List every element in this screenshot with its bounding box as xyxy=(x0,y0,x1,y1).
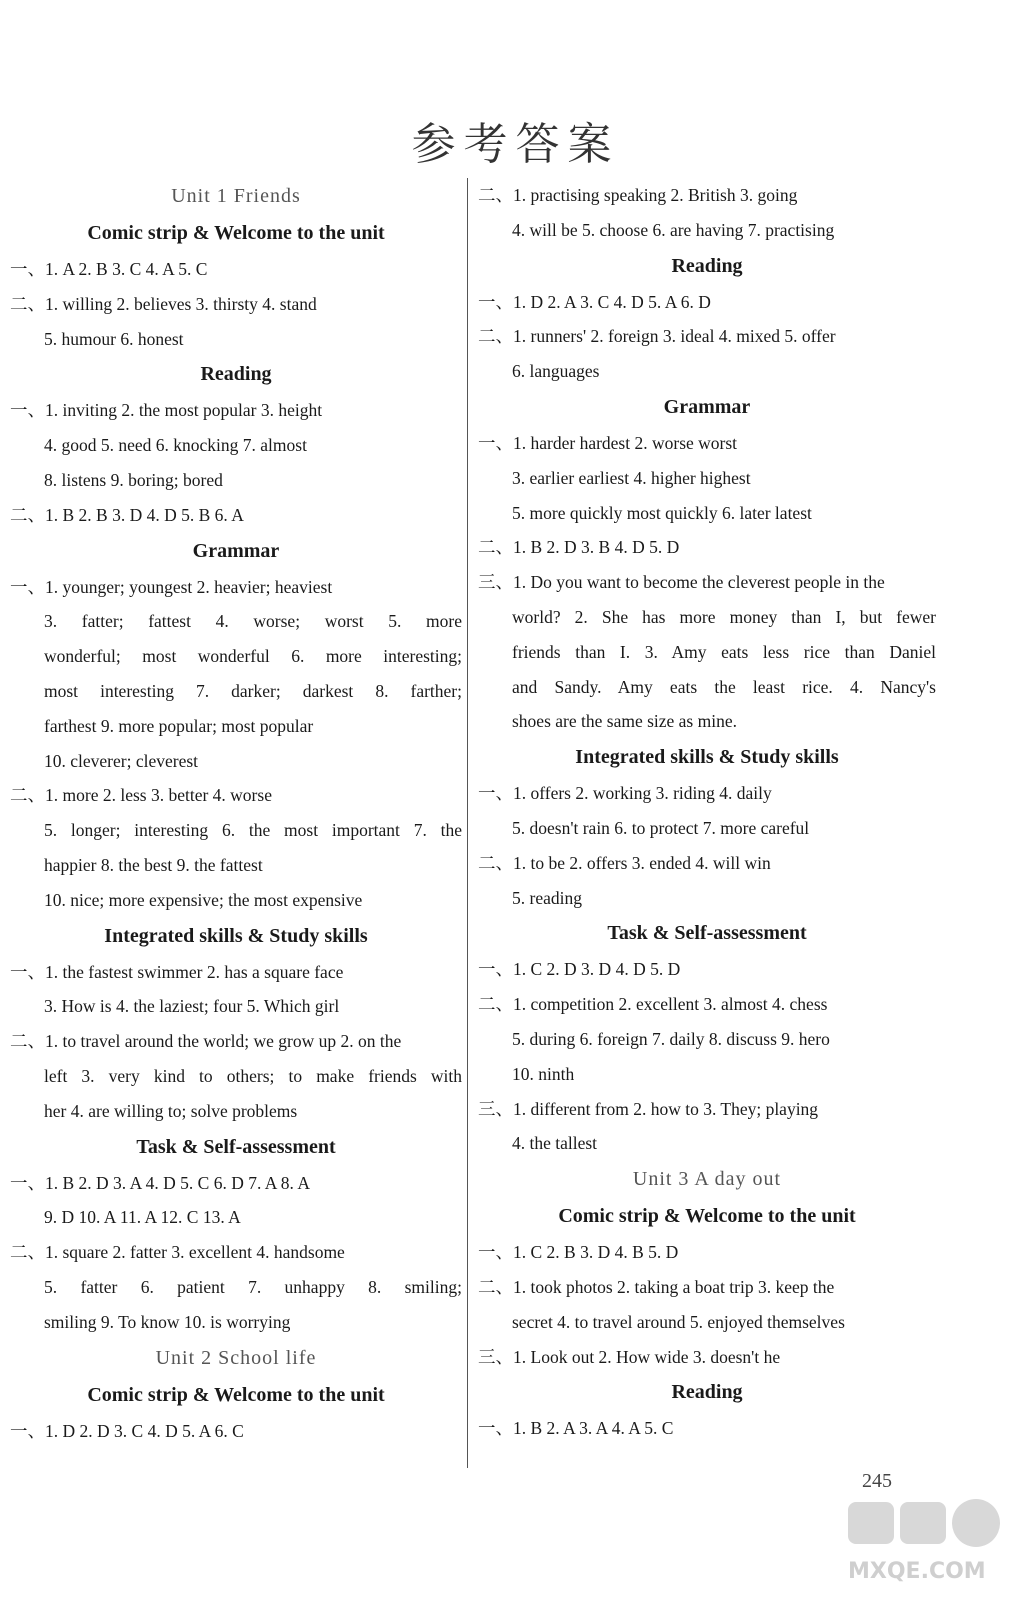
answer-line: 5. during 6. foreign 7. daily 8. discuss 9. hero xyxy=(512,1028,830,1049)
answer-line: 10. nice; more expensive; the most expensive xyxy=(44,889,363,910)
answer-line: 一、1. B 2. D 3. A 4. D 5. C 6. D 7. A 8. A xyxy=(10,1172,310,1193)
answer-line: friends than I. 3. Amy eats less rice than Daniel xyxy=(512,641,936,662)
answer-line: 二、1. willing 2. believes 3. thirsty 4. stand xyxy=(10,293,317,314)
answer-line: world? 2. She has more money than I, but fewer xyxy=(512,606,936,627)
answer-line: 4. will be 5. choose 6. are having 7. practising xyxy=(512,219,835,240)
answer-line: 3. earlier earliest 4. higher highest xyxy=(512,467,751,488)
answer-line: 二、1. to be 2. offers 3. ended 4. will win xyxy=(478,852,771,873)
watermark-text: MXQE.COM xyxy=(848,1559,986,1584)
answer-line: 10. ninth xyxy=(512,1063,575,1084)
answer-line: secret 4. to travel around 5. enjoyed themselves xyxy=(512,1311,845,1332)
answer-line: 二、1. took photos 2. taking a boat trip 3. keep the xyxy=(478,1276,835,1297)
answer-line: 二、1. square 2. fatter 3. excellent 4. handsome xyxy=(10,1242,345,1263)
answer-line: 三、1. different from 2. how to 3. They; playing xyxy=(478,1098,819,1119)
answer-line: 3. How is 4. the laziest; four 5. Which girl xyxy=(44,996,340,1017)
left-answer-column xyxy=(10,178,462,1448)
unit-heading: Unit 3 A day out xyxy=(632,1168,782,1191)
answer-line: 一、1. offers 2. working 3. riding 4. daily xyxy=(478,783,772,804)
section-heading: Reading xyxy=(671,254,743,277)
section-heading: Reading xyxy=(671,1381,743,1404)
section-heading: Grammar xyxy=(192,539,280,562)
answer-line: 5. longer; interesting 6. the most important 7. the xyxy=(44,820,462,841)
answer-line: left 3. very kind to others; to make friends with xyxy=(44,1065,462,1086)
answer-line: 一、1. B 2. A 3. A 4. A 5. C xyxy=(478,1418,674,1439)
answer-line: 一、1. C 2. D 3. D 4. D 5. D xyxy=(478,959,681,980)
watermark-logo xyxy=(840,1488,1010,1588)
answer-line: 三、1. Look out 2. How wide 3. doesn't he xyxy=(478,1346,781,1367)
section-heading: Integrated skills & Study skills xyxy=(104,924,368,947)
section-heading: Reading xyxy=(200,363,272,386)
answer-line: 二、1. more 2. less 3. better 4. worse xyxy=(10,785,272,806)
page-number: 245 xyxy=(862,1470,892,1492)
column-divider xyxy=(467,178,468,1468)
section-heading: Grammar xyxy=(663,395,751,418)
answer-line: wonderful; most wonderful 6. more interesting; xyxy=(44,646,462,667)
answer-line: 二、1. runners' 2. foreign 3. ideal 4. mixed 5. offer xyxy=(478,326,836,347)
answer-line: and Sandy. Amy eats the least rice. 4. Nancy's xyxy=(512,676,936,697)
answer-line: 5. doesn't rain 6. to protect 7. more careful xyxy=(512,817,810,838)
section-heading: Task & Self-assessment xyxy=(136,1135,336,1158)
answer-line: 二、1. to travel around the world; we grow up 2. on the xyxy=(10,1031,402,1052)
answer-line: shoes are the same size as mine. xyxy=(512,711,737,732)
answer-line: 3. fatter; fattest 4. worse; worst 5. more xyxy=(44,611,462,632)
answer-line: 三、1. Do you want to become the cleverest people in the xyxy=(478,572,885,593)
answer-line: 一、1. harder hardest 2. worse worst xyxy=(478,432,738,453)
answer-line: 一、1. A 2. B 3. C 4. A 5. C xyxy=(10,259,208,279)
answer-line: 9. D 10. A 11. A 12. C 13. A xyxy=(44,1207,241,1228)
answer-line: 一、1. younger; youngest 2. heavier; heaviest xyxy=(10,576,333,597)
answer-line: 一、1. D 2. D 3. C 4. D 5. A 6. C xyxy=(10,1420,244,1441)
answer-line: her 4. are willing to; solve problems xyxy=(44,1100,298,1121)
unit-heading: Unit 1 Friends xyxy=(171,185,301,207)
answer-line: 4. the tallest xyxy=(512,1133,598,1154)
answer-line: 二、1. competition 2. excellent 3. almost 4. chess xyxy=(478,994,828,1015)
answer-line: 10. cleverer; cleverest xyxy=(44,750,199,771)
section-heading: Comic strip & Welcome to the unit xyxy=(87,1383,385,1406)
answer-line: happier 8. the best 9. the fattest xyxy=(44,854,263,875)
section-heading: Comic strip & Welcome to the unit xyxy=(87,222,385,244)
answer-line: farthest 9. more popular; most popular xyxy=(44,715,314,736)
answer-line: 二、1. B 2. B 3. D 4. D 5. B 6. A xyxy=(10,504,244,525)
answer-line: 5. reading xyxy=(512,887,582,908)
answer-line: 一、1. C 2. B 3. D 4. B 5. D xyxy=(478,1242,679,1263)
answer-line: 二、1. B 2. D 3. B 4. D 5. D xyxy=(478,537,680,558)
unit-heading: Unit 2 School life xyxy=(155,1346,317,1369)
answer-line: 一、1. D 2. A 3. C 4. D 5. A 6. D xyxy=(478,291,711,312)
answer-line: 8. listens 9. boring; bored xyxy=(44,469,223,490)
answer-line: 5. more quickly most quickly 6. later latest xyxy=(512,502,812,523)
answer-line: 二、1. practising speaking 2. British 3. going xyxy=(478,185,798,205)
answer-line: 6. languages xyxy=(512,361,600,382)
answer-line: 一、1. the fastest swimmer 2. has a square face xyxy=(10,961,344,982)
answer-line: smiling 9. To know 10. is worrying xyxy=(44,1311,291,1332)
answer-line: 4. good 5. need 6. knocking 7. almost xyxy=(44,435,307,456)
right-answer-column xyxy=(478,178,936,1446)
section-heading: Comic strip & Welcome to the unit xyxy=(558,1205,856,1228)
page-title: 参考答案 xyxy=(411,119,620,170)
section-heading: Integrated skills & Study skills xyxy=(575,746,839,769)
answer-line: 5. fatter 6. patient 7. unhappy 8. smiling; xyxy=(44,1276,462,1297)
section-heading: Task & Self-assessment xyxy=(607,922,807,945)
answer-line: most interesting 7. darker; darkest 8. farther; xyxy=(44,680,462,701)
answer-line: 5. humour 6. honest xyxy=(44,328,184,349)
answer-line: 一、1. inviting 2. the most popular 3. height xyxy=(10,400,323,421)
